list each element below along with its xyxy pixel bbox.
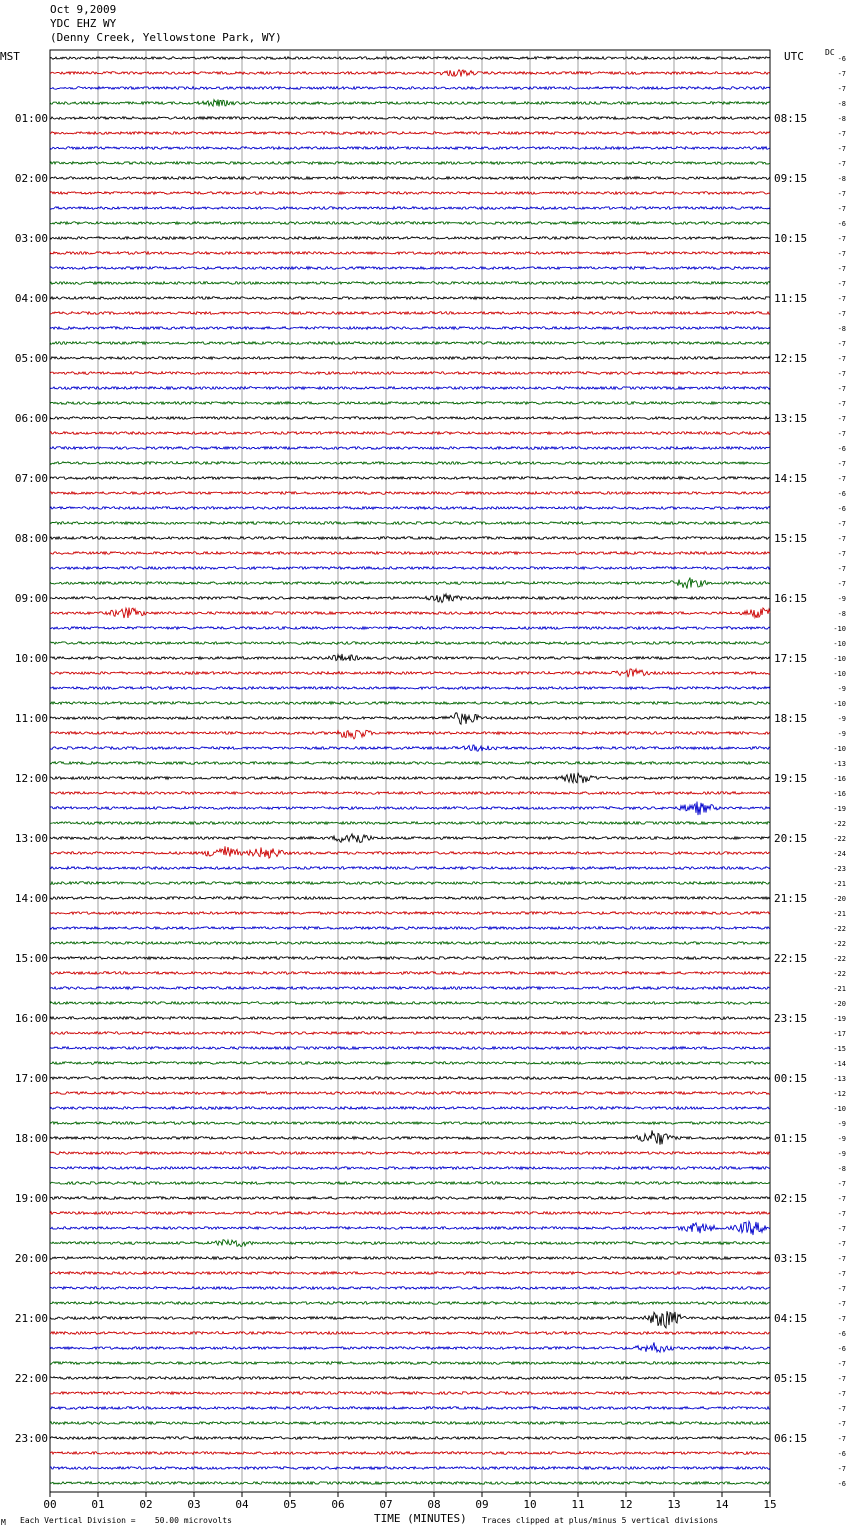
hour-label-right: 08:15 — [774, 112, 808, 125]
dc-offset-label: -7 — [837, 1315, 846, 1323]
trace-row-61 — [50, 972, 770, 975]
hour-label-left: 15:00 — [14, 952, 48, 965]
dc-offset-label: -7 — [837, 1255, 846, 1263]
dc-offset-label: -9 — [837, 595, 846, 603]
x-tick-label: 15 — [763, 1498, 777, 1511]
trace-row-29 — [50, 492, 770, 495]
dc-offset-label: -7 — [837, 385, 846, 393]
trace-row-54 — [50, 867, 770, 870]
dc-offset-label: -6 — [837, 490, 846, 498]
trace-row-10 — [50, 207, 770, 210]
trace-row-6 — [50, 147, 770, 150]
dc-offset-label: -7 — [837, 1405, 846, 1413]
trace-row-4 — [50, 117, 770, 120]
dc-offset-label: -10 — [833, 745, 846, 753]
dc-offset-label: -6 — [837, 220, 846, 228]
trace-row-22 — [50, 387, 770, 390]
dc-offset-label: -6 — [837, 1345, 846, 1353]
trace-row-90 — [50, 1407, 770, 1410]
dc-offset-label: -7 — [837, 460, 846, 468]
dc-offset-label: -7 — [837, 1420, 846, 1428]
x-tick-label: 04 — [235, 1498, 249, 1511]
hour-label-left: 12:00 — [14, 772, 48, 785]
hour-label-right: 03:15 — [774, 1252, 808, 1265]
x-tick-label: 14 — [715, 1498, 729, 1511]
trace-row-71 — [50, 1122, 770, 1125]
dc-offset-label: -7 — [837, 295, 846, 303]
trace-row-86 — [50, 1342, 770, 1352]
dc-offset-label: -9 — [837, 685, 846, 693]
trace-row-21 — [50, 372, 770, 375]
trace-row-78 — [50, 1221, 770, 1235]
dc-offset-label: -9 — [837, 1120, 846, 1128]
trace-row-76 — [50, 1197, 770, 1200]
hour-label-right: 02:15 — [774, 1192, 808, 1205]
hour-label-left: 19:00 — [14, 1192, 48, 1205]
trace-row-56 — [50, 897, 770, 900]
hour-label-right: 20:15 — [774, 832, 808, 845]
hour-label-left: 07:00 — [14, 472, 48, 485]
left-timezone-label: MST — [0, 50, 20, 63]
dc-offset-label: -16 — [833, 775, 846, 783]
trace-row-43 — [50, 702, 770, 705]
trace-row-63 — [50, 1002, 770, 1005]
hour-label-left: 06:00 — [14, 412, 48, 425]
x-tick-label: 07 — [379, 1498, 393, 1511]
trace-row-39 — [50, 642, 770, 645]
trace-row-38 — [50, 627, 770, 630]
dc-offset-label: -21 — [833, 985, 846, 993]
trace-row-89 — [50, 1392, 770, 1395]
header-date: Oct 9,2009 — [50, 3, 117, 16]
dc-offset-label: -7 — [837, 235, 846, 243]
trace-row-5 — [50, 132, 770, 135]
dc-offset-label: -8 — [837, 325, 846, 333]
trace-row-33 — [50, 552, 770, 555]
dc-offset-label: -9 — [837, 730, 846, 738]
hour-label-left: 09:00 — [14, 592, 48, 605]
dc-offset-label: -6 — [837, 1480, 846, 1488]
trace-row-42 — [50, 687, 770, 690]
trace-row-79 — [50, 1240, 770, 1247]
hour-label-right: 21:15 — [774, 892, 808, 905]
hour-label-left: 04:00 — [14, 292, 48, 305]
dc-offset-label: -7 — [837, 550, 846, 558]
dc-offset-label: -7 — [837, 1375, 846, 1383]
hour-label-left: 13:00 — [14, 832, 48, 845]
dc-offset-label: -22 — [833, 970, 846, 978]
dc-offset-label: -7 — [837, 430, 846, 438]
header-station: YDC EHZ WY — [50, 17, 117, 30]
dc-offset-label: -7 — [837, 130, 846, 138]
trace-row-66 — [50, 1047, 770, 1050]
dc-offset-label: -7 — [837, 190, 846, 198]
plot-frame — [50, 50, 770, 1492]
hour-label-right: 16:15 — [774, 592, 808, 605]
dc-offset-label: -20 — [833, 1000, 846, 1008]
hour-label-left: 17:00 — [14, 1072, 48, 1085]
trace-row-92 — [50, 1437, 770, 1440]
trace-row-53 — [50, 846, 770, 858]
trace-row-36 — [50, 594, 770, 603]
trace-row-12 — [50, 237, 770, 240]
hour-label-left: 11:00 — [14, 712, 48, 725]
x-tick-label: 08 — [427, 1498, 441, 1511]
trace-row-3 — [50, 100, 770, 107]
trace-row-82 — [50, 1287, 770, 1290]
trace-row-2 — [50, 87, 770, 90]
hour-label-right: 12:15 — [774, 352, 808, 365]
trace-row-13 — [50, 252, 770, 255]
trace-row-83 — [50, 1302, 770, 1305]
dc-offset-label: -7 — [837, 280, 846, 288]
dc-offset-label: -10 — [833, 640, 846, 648]
trace-row-81 — [50, 1272, 770, 1275]
trace-row-11 — [50, 222, 770, 225]
dc-offset-label: -7 — [837, 85, 846, 93]
x-tick-label: 11 — [571, 1498, 585, 1511]
dc-offset-label: -6 — [837, 55, 846, 63]
hour-label-left: 05:00 — [14, 352, 48, 365]
dc-offset-label: -7 — [837, 250, 846, 258]
corner-mark: M — [1, 1518, 6, 1527]
x-tick-label: 13 — [667, 1498, 681, 1511]
trace-row-49 — [50, 792, 770, 795]
hour-label-left: 14:00 — [14, 892, 48, 905]
trace-row-37 — [50, 608, 770, 619]
hour-label-right: 04:15 — [774, 1312, 808, 1325]
trace-row-57 — [50, 912, 770, 915]
trace-row-0 — [50, 57, 770, 60]
dc-offset-label: -7 — [837, 265, 846, 273]
dc-offset-label: -8 — [837, 1165, 846, 1173]
trace-row-69 — [50, 1092, 770, 1095]
trace-row-17 — [50, 312, 770, 315]
hour-label-left: 10:00 — [14, 652, 48, 665]
hour-label-left: 22:00 — [14, 1372, 48, 1385]
dc-offset-label: -13 — [833, 760, 846, 768]
x-tick-label: 02 — [139, 1498, 153, 1511]
dc-offset-label: -7 — [837, 520, 846, 528]
dc-offset-label: -24 — [833, 850, 846, 858]
trace-row-85 — [50, 1332, 770, 1335]
dc-offset-label: -7 — [837, 1270, 846, 1278]
dc-offset-label: -6 — [837, 1450, 846, 1458]
hour-label-left: 21:00 — [14, 1312, 48, 1325]
trace-row-68 — [50, 1077, 770, 1080]
hour-label-right: 06:15 — [774, 1432, 808, 1445]
trace-row-30 — [50, 507, 770, 510]
header-location: (Denny Creek, Yellowstone Park, WY) — [50, 31, 282, 44]
dc-offset-label: -7 — [837, 1195, 846, 1203]
hour-label-right: 10:15 — [774, 232, 808, 245]
trace-row-8 — [50, 177, 770, 180]
trace-row-93 — [50, 1452, 770, 1455]
dc-offset-label: -14 — [833, 1060, 846, 1068]
dc-offset-label: -21 — [833, 910, 846, 918]
x-tick-label: 10 — [523, 1498, 537, 1511]
x-tick-label: 09 — [475, 1498, 489, 1511]
trace-row-40 — [50, 654, 770, 661]
dc-offset-label: -22 — [833, 940, 846, 948]
x-tick-label: 06 — [331, 1498, 345, 1511]
dc-offset-label: -7 — [837, 1240, 846, 1248]
dc-offset-label: -17 — [833, 1030, 846, 1038]
dc-offset-label: -7 — [837, 1360, 846, 1368]
dc-offset-label: -22 — [833, 835, 846, 843]
trace-row-67 — [50, 1062, 770, 1065]
dc-offset-label: -7 — [837, 475, 846, 483]
trace-row-14 — [50, 267, 770, 270]
dc-offset-label: -9 — [837, 715, 846, 723]
dc-offset-label: -7 — [837, 1300, 846, 1308]
trace-row-60 — [50, 957, 770, 960]
hour-label-right: 19:15 — [774, 772, 808, 785]
hour-label-right: 01:15 — [774, 1132, 808, 1145]
dc-offset-label: -6 — [837, 1330, 846, 1338]
dc-offset-label: -15 — [833, 1045, 846, 1053]
dc-offset-label: -7 — [837, 580, 846, 588]
trace-row-26 — [50, 447, 770, 450]
trace-row-20 — [50, 357, 770, 360]
x-tick-label: 00 — [43, 1498, 57, 1511]
trace-row-65 — [50, 1032, 770, 1035]
trace-row-94 — [50, 1467, 770, 1470]
dc-offset-label: -7 — [837, 70, 846, 78]
dc-offset-label: -7 — [837, 145, 846, 153]
dc-offset-label: -20 — [833, 895, 846, 903]
x-tick-label: 03 — [187, 1498, 201, 1511]
x-tick-label: 05 — [283, 1498, 297, 1511]
trace-row-91 — [50, 1422, 770, 1425]
dc-label: DC — [825, 48, 835, 57]
dc-offset-label: -8 — [837, 610, 846, 618]
dc-offset-label: -7 — [837, 400, 846, 408]
trace-row-25 — [50, 432, 770, 435]
trace-row-55 — [50, 882, 770, 885]
trace-row-51 — [50, 822, 770, 825]
dc-offset-label: -23 — [833, 865, 846, 873]
dc-offset-label: -7 — [837, 1210, 846, 1218]
dc-offset-label: -8 — [837, 100, 846, 108]
trace-row-9 — [50, 192, 770, 195]
trace-row-41 — [50, 669, 770, 677]
hour-label-right: 15:15 — [774, 532, 808, 545]
trace-row-15 — [50, 282, 770, 285]
trace-row-46 — [50, 745, 770, 751]
trace-row-62 — [50, 987, 770, 990]
hour-label-left: 08:00 — [14, 532, 48, 545]
dc-offset-label: -7 — [837, 1390, 846, 1398]
trace-row-59 — [50, 942, 770, 945]
trace-row-27 — [50, 462, 770, 465]
hour-label-right: 05:15 — [774, 1372, 808, 1385]
trace-row-34 — [50, 567, 770, 570]
dc-offset-label: -22 — [833, 820, 846, 828]
dc-offset-label: -10 — [833, 655, 846, 663]
dc-offset-label: -19 — [833, 805, 846, 813]
dc-offset-label: -7 — [837, 355, 846, 363]
trace-row-70 — [50, 1107, 770, 1110]
dc-offset-label: -8 — [837, 175, 846, 183]
dc-offset-label: -9 — [837, 1150, 846, 1158]
dc-offset-label: -16 — [833, 790, 846, 798]
dc-offset-label: -19 — [833, 1015, 846, 1023]
hour-label-right: 14:15 — [774, 472, 808, 485]
dc-offset-label: -7 — [837, 160, 846, 168]
trace-row-16 — [50, 297, 770, 300]
trace-row-35 — [50, 578, 770, 589]
dc-offset-label: -7 — [837, 415, 846, 423]
dc-offset-label: -7 — [837, 1285, 846, 1293]
dc-offset-label: -7 — [837, 565, 846, 573]
hour-label-left: 02:00 — [14, 172, 48, 185]
right-timezone-label: UTC — [784, 50, 804, 63]
hour-label-right: 23:15 — [774, 1012, 808, 1025]
hour-label-left: 03:00 — [14, 232, 48, 245]
trace-row-45 — [50, 730, 770, 739]
dc-offset-label: -7 — [837, 310, 846, 318]
trace-row-88 — [50, 1377, 770, 1380]
dc-offset-label: -13 — [833, 1075, 846, 1083]
x-tick-label: 01 — [91, 1498, 105, 1511]
dc-offset-label: -22 — [833, 955, 846, 963]
clip-note: Traces clipped at plus/minus 5 vertical divisions — [482, 1516, 719, 1525]
dc-offset-label: -7 — [837, 340, 846, 348]
trace-row-18 — [50, 327, 770, 330]
trace-row-77 — [50, 1212, 770, 1215]
trace-row-19 — [50, 342, 770, 345]
trace-row-95 — [50, 1482, 770, 1485]
hour-label-left: 20:00 — [14, 1252, 48, 1265]
hour-label-right: 00:15 — [774, 1072, 808, 1085]
hour-label-right: 18:15 — [774, 712, 808, 725]
dc-offset-label: -10 — [833, 700, 846, 708]
scale-note: Each Vertical Division = 50.00 microvolts — [20, 1516, 232, 1525]
hour-label-left: 01:00 — [14, 112, 48, 125]
dc-offset-label: -9 — [837, 1135, 846, 1143]
dc-offset-label: -7 — [837, 1225, 846, 1233]
hour-label-right: 22:15 — [774, 952, 808, 965]
hour-label-right: 09:15 — [774, 172, 808, 185]
trace-row-47 — [50, 762, 770, 765]
trace-row-87 — [50, 1362, 770, 1365]
trace-row-1 — [50, 70, 770, 77]
dc-offset-label: -22 — [833, 925, 846, 933]
trace-row-48 — [50, 773, 770, 783]
dc-offset-label: -6 — [837, 445, 846, 453]
dc-offset-label: -12 — [833, 1090, 846, 1098]
trace-row-58 — [50, 927, 770, 930]
hour-label-left: 23:00 — [14, 1432, 48, 1445]
dc-offset-label: -21 — [833, 880, 846, 888]
trace-row-80 — [50, 1257, 770, 1260]
trace-row-7 — [50, 162, 770, 165]
hour-label-right: 17:15 — [774, 652, 808, 665]
hour-label-right: 13:15 — [774, 412, 808, 425]
trace-row-50 — [50, 802, 770, 816]
x-tick-label: 12 — [619, 1498, 633, 1511]
dc-offset-label: -7 — [837, 205, 846, 213]
trace-row-32 — [50, 537, 770, 540]
dc-offset-label: -7 — [837, 1180, 846, 1188]
dc-offset-label: -6 — [837, 505, 846, 513]
trace-row-28 — [50, 477, 770, 480]
dc-offset-label: -7 — [837, 370, 846, 378]
trace-row-64 — [50, 1017, 770, 1020]
hour-label-left: 16:00 — [14, 1012, 48, 1025]
dc-offset-label: -7 — [837, 1435, 846, 1443]
trace-row-44 — [50, 713, 770, 725]
hour-label-right: 11:15 — [774, 292, 808, 305]
trace-row-52 — [50, 834, 770, 843]
trace-row-23 — [50, 402, 770, 405]
dc-offset-label: -8 — [837, 115, 846, 123]
dc-offset-label: -10 — [833, 670, 846, 678]
trace-row-72 — [50, 1130, 770, 1144]
dc-offset-label: -7 — [837, 535, 846, 543]
dc-offset-label: -7 — [837, 1465, 846, 1473]
trace-row-84 — [50, 1311, 770, 1328]
x-axis-label: TIME (MINUTES) — [374, 1512, 467, 1525]
trace-row-75 — [50, 1182, 770, 1185]
hour-label-left: 18:00 — [14, 1132, 48, 1145]
dc-offset-label: -10 — [833, 625, 846, 633]
trace-row-74 — [50, 1167, 770, 1170]
trace-row-73 — [50, 1152, 770, 1155]
dc-offset-label: -10 — [833, 1105, 846, 1113]
trace-row-31 — [50, 522, 770, 525]
trace-row-24 — [50, 417, 770, 420]
